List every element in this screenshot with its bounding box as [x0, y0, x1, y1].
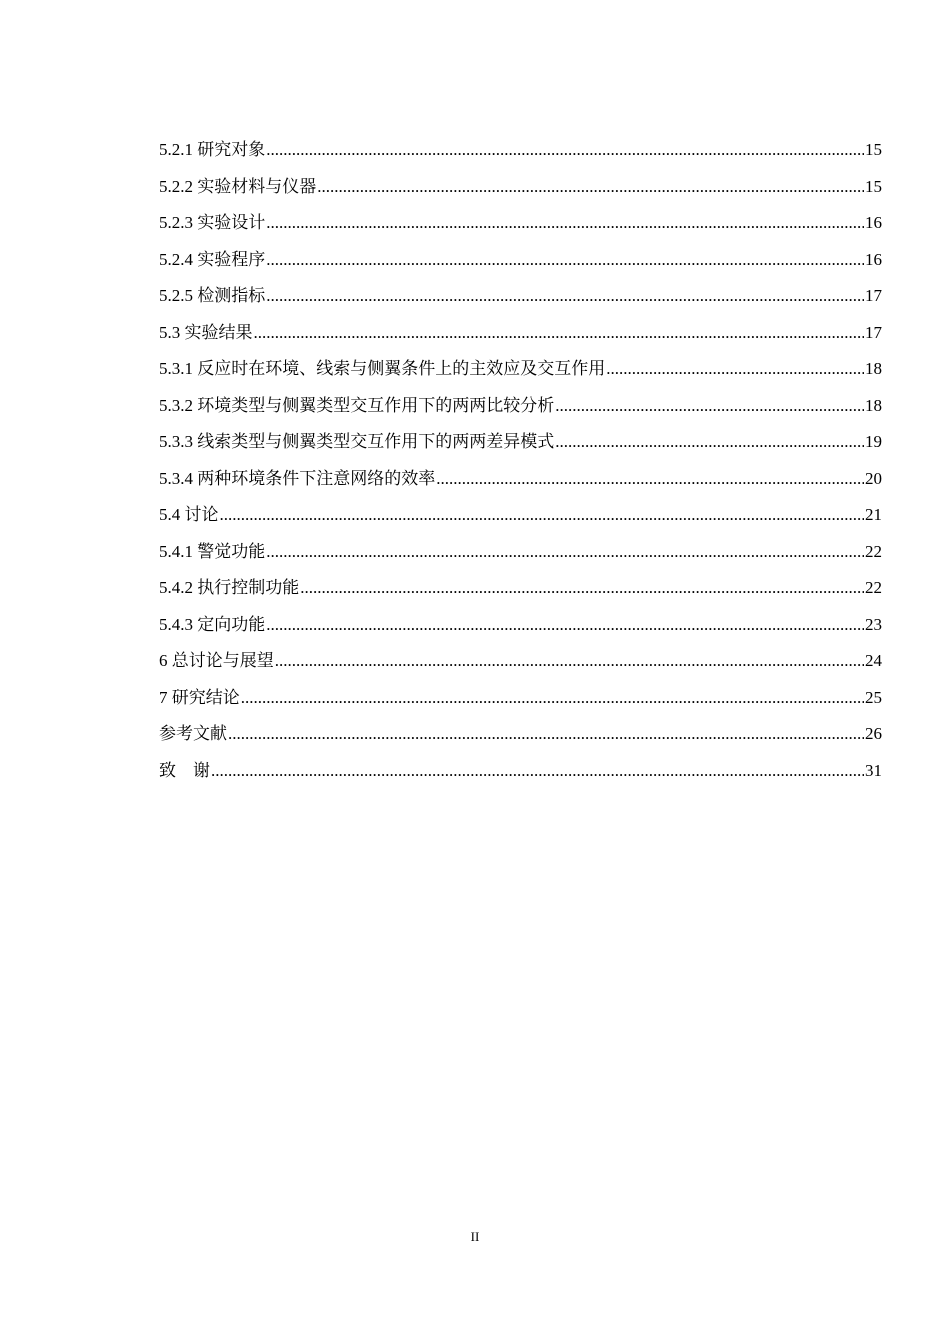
toc-entry-page: 17 — [865, 286, 882, 305]
toc-entry-page: 25 — [865, 687, 882, 707]
toc-entry-label: 5.2.2 实验材料与仪器 — [159, 176, 317, 196]
toc-entry[interactable] — [159, 721, 882, 758]
toc-dot-leader — [555, 429, 864, 455]
toc-entry-label: 5.2.3 实验设计 — [159, 213, 266, 232]
toc-entry-page: 18 — [865, 395, 882, 415]
toc-entry-label: 5.2.4 实验程序 — [159, 249, 266, 269]
table-of-contents — [159, 137, 882, 794]
toc-entry[interactable] — [159, 320, 882, 357]
toc-entry[interactable] — [159, 210, 882, 247]
toc-entry-label: 5.4.1 警觉功能 — [159, 541, 266, 561]
toc-entry-page: 23 — [865, 614, 882, 634]
toc-entry[interactable] — [159, 356, 882, 393]
toc-dot-leader — [266, 612, 864, 638]
toc-dot-leader — [211, 758, 864, 784]
toc-dot-leader — [555, 393, 864, 419]
toc-dot-leader — [266, 539, 864, 565]
toc-entry-label: 5.4.2 执行控制功能 — [159, 578, 300, 597]
toc-entry[interactable] — [159, 502, 882, 539]
toc-entry[interactable] — [159, 612, 882, 649]
toc-entry-label: 5.3.3 线索类型与侧翼类型交互作用下的两两差异模式 — [159, 432, 555, 451]
toc-entry-page: 26 — [865, 724, 882, 743]
toc-entry[interactable] — [159, 283, 882, 320]
toc-dot-leader — [317, 174, 864, 200]
toc-entry-page: 19 — [865, 432, 882, 451]
toc-entry-page: 17 — [865, 322, 882, 342]
toc-dot-leader — [275, 648, 864, 674]
toc-entry-label: 5.3.1 反应时在环境、线索与侧翼条件上的主效应及交互作用 — [159, 359, 606, 378]
toc-entry-label: 致 谢 — [159, 760, 210, 780]
toc-dot-leader — [300, 575, 864, 601]
toc-entry-label: 6 总讨论与展望 — [159, 651, 274, 670]
toc-entry-page: 24 — [865, 651, 882, 670]
toc-entry-page: 18 — [865, 359, 882, 378]
toc-entry-label: 5.3.4 两种环境条件下注意网络的效率 — [159, 468, 436, 488]
toc-dot-leader — [266, 137, 864, 163]
toc-entry-page: 22 — [865, 578, 882, 597]
toc-dot-leader — [241, 685, 864, 711]
toc-entry[interactable] — [159, 685, 882, 722]
toc-entry-label: 5.2.1 研究对象 — [159, 140, 266, 159]
toc-entry[interactable] — [159, 429, 882, 466]
toc-entry-label: 参考文献 — [159, 724, 227, 743]
toc-entry[interactable] — [159, 247, 882, 284]
toc-entry-page: 20 — [865, 468, 882, 488]
toc-dot-leader — [254, 320, 865, 346]
toc-entry-page: 22 — [865, 541, 882, 561]
toc-entry-label: 5.4.3 定向功能 — [159, 614, 266, 634]
toc-entry[interactable] — [159, 648, 882, 685]
toc-dot-leader — [266, 283, 864, 309]
toc-entry[interactable] — [159, 466, 882, 503]
toc-dot-leader — [436, 466, 864, 492]
toc-entry[interactable] — [159, 539, 882, 576]
toc-dot-leader — [606, 356, 864, 382]
toc-dot-leader — [228, 721, 864, 747]
toc-entry[interactable] — [159, 758, 882, 795]
toc-dot-leader — [266, 247, 864, 273]
toc-dot-leader — [220, 502, 865, 528]
toc-entry-page: 16 — [865, 213, 882, 232]
toc-entry[interactable] — [159, 393, 882, 430]
toc-entry-page: 16 — [865, 249, 882, 269]
toc-entry-label: 5.4 讨论 — [159, 505, 219, 524]
toc-entry[interactable] — [159, 137, 882, 174]
toc-entry-page: 31 — [865, 760, 882, 780]
toc-entry-page: 15 — [865, 140, 882, 159]
page-number: II — [470, 1229, 480, 1244]
toc-entry-label: 5.2.5 检测指标 — [159, 286, 266, 305]
toc-entry-label: 5.3.2 环境类型与侧翼类型交互作用下的两两比较分析 — [159, 395, 555, 415]
toc-entry-page: 21 — [865, 505, 882, 524]
toc-entry-label: 7 研究结论 — [159, 687, 240, 707]
toc-entry[interactable] — [159, 174, 882, 211]
toc-entry[interactable] — [159, 575, 882, 612]
toc-entry-label: 5.3 实验结果 — [159, 322, 253, 342]
toc-dot-leader — [266, 210, 864, 236]
toc-entry-page: 15 — [865, 176, 882, 196]
